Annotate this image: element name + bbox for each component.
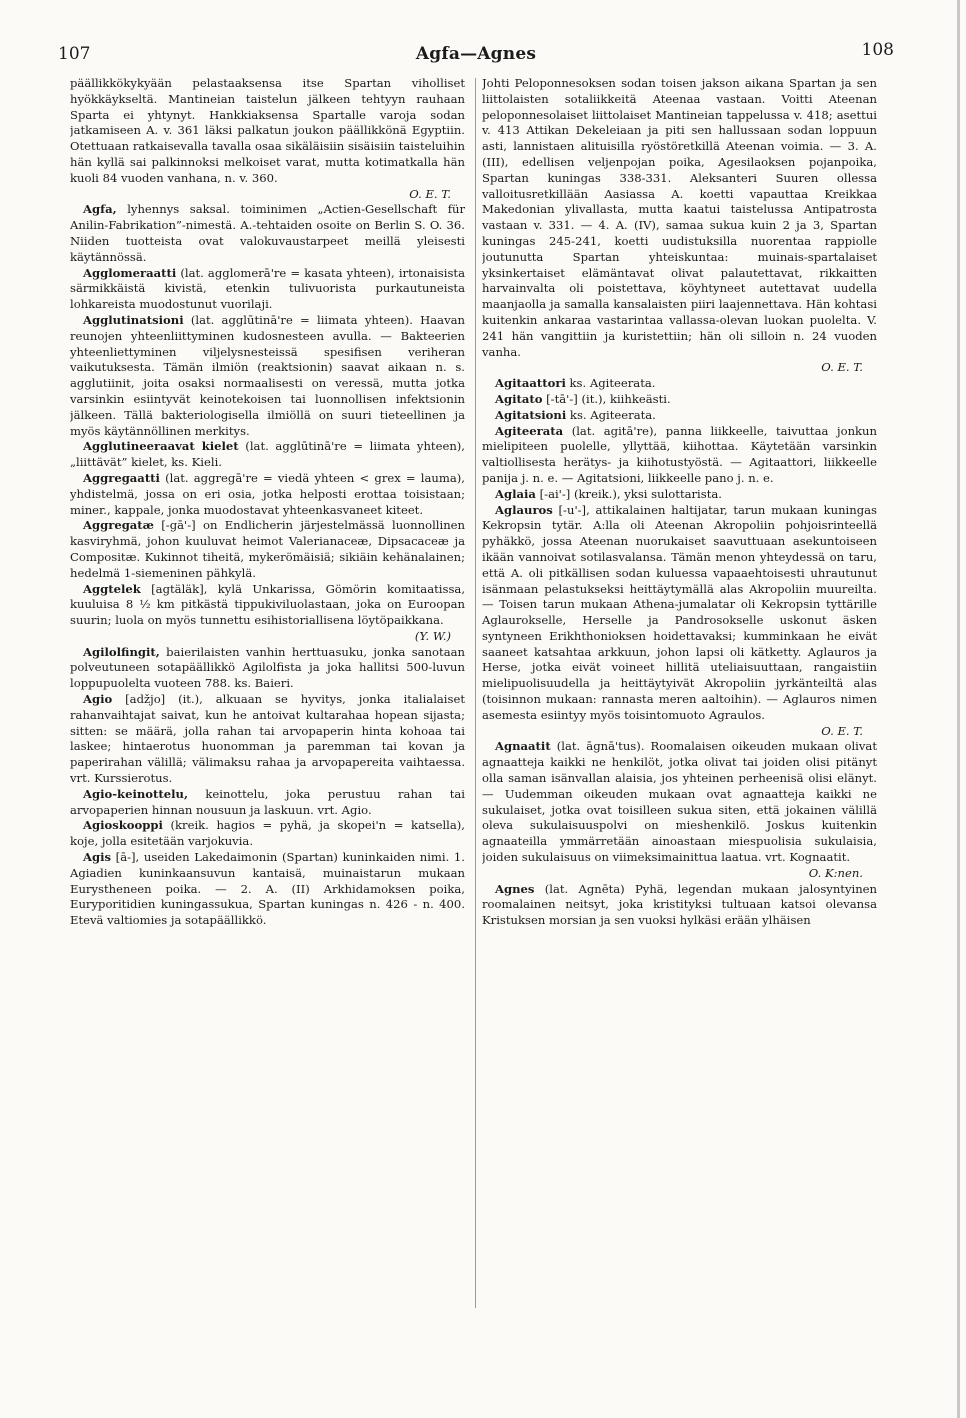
- dictionary-entry: [70, 439, 465, 471]
- entry-headword: Agfa,: [83, 202, 117, 217]
- dictionary-entry: [482, 376, 877, 392]
- dictionary-entry: [482, 487, 877, 503]
- entry-headword: Aggtelek: [83, 581, 141, 596]
- entry-body: [-u'-], attikalainen haltijatar, tarun mukaan kuningas Kekropsin tytär. A:lla oli Ateenan Akropoliin pohjoisrinteellä pyhäkkö, jossa Ateenan nuorukaiset saavuttuaan asekuntoiseen ikään vannoivat sotilasvalansa. Tämän menon yhteydessä on taru, että A. oli pitkällisen sodan kuluessa vapaaehtoisesti uhrautunut isänmaan pelastukseksi heittäytymällä alas Akropoliin muureilta. — Toisen tarun mukaan Athena-jumalatar oli Kekropsin tyttärille Aglaurokselle, Herselle ja Pandrosokselle uskonut äsken syntyneen Erikhthonioksen hoidettavaksi; kumminkaan he eivät saaneet katsahtaa arkkuun, johon lapsi oli kätketty. Aglauros ja Herse, jotka eivät voineet hillitä uteliaisuuttaan, rangaistiin mielipuolisuudella ja heittäytyivät Akropoliin jyrkänteiltä alas (toisinnon mukaan: rannasta meren aaltoihin). — Aglauros nimen asemesta esiintyy myös toisintomuoto Agraulos.: [482, 502, 877, 722]
- entry-body: (lat. agglūtinā're = liimata yhteen). Haavan reunojen yhteenliittyminen kudosnesteen avulla. — Bakteerien yhteenliettyminen viljelysnesteissä spesifisen veriheran vaikutuksesta. Tämän ilmiön (reaktsionin) saavat aikaan n. s. agglutiinit, joita osaksi normaalisesti on veressä, mutta jotka varsinkin esiintyvät keinotekoisen tai luonnollisen infektsionin jälkeen. Tällä bakteriologisella ilmiöllä on suuri tieteellinen ja myös käytännöllinen merkitys.: [70, 312, 465, 438]
- entry-headword: Agis: [83, 850, 112, 865]
- dictionary-entry: [70, 202, 465, 265]
- author-signature: O. E. T.: [821, 360, 863, 375]
- author-signature: O. E. T.: [409, 186, 451, 201]
- dictionary-entry: [70, 787, 465, 819]
- entry-headword: Aggregaatti: [83, 470, 160, 485]
- entry-headword: Agglutinatsioni: [83, 312, 184, 327]
- entry-headword: Agiteerata: [495, 423, 564, 438]
- entry-headword: Agglutineeraavat kielet: [83, 439, 239, 454]
- entry-headword: Agitatsioni: [495, 407, 567, 422]
- entry-body: ks. Agiteerata.: [565, 376, 656, 391]
- entry-body: [adžjo] (it.), alkuaan se hyvitys, jonka italialaiset rahanvaihtajat saivat, kun he antoivat kultarahaa hopean sijasta; sitten: se määrä, jolla rahan tai arvopaperin hinta kohoaa tai laskee; hintaerotus huonomman ja paremman tai kovan ja paperirahan välillä; välimaksu rahaa ja arvopapereita vaihtaessa. vrt. Kurssierotus.: [70, 692, 465, 786]
- dictionary-entry: [70, 850, 465, 929]
- entry-headword: Agnaatit: [495, 739, 551, 754]
- dictionary-entry: [482, 739, 877, 865]
- entry-body: (lat. agitā're), panna liikkeelle, taivuttaa jonkun mielipiteen puolelle, yllyttää, kiihottaa. Käytetään varsinkin valtiollisesta herätys- ja kiihotustyöstä. — Agitaattori, liikkeelle panija j. n. e. — Agitatsioni, liikkeelle pano j. n. e.: [482, 423, 877, 485]
- entry-body: (lat. aggregā're = viedä yhteen < grex = lauma), yhdistelmä, jossa on eri osia, jotka helposti erottaa toisistaan; miner., kappale, jonka muodostavat yhteenkasvaneet kiteet.: [70, 470, 465, 517]
- entry-headword: Agilolfingit,: [83, 644, 160, 659]
- entry-body: (lat. Agnēta) Pyhä, legendan mukaan jalosyntyinen roomalainen neitsyt, joka kristityksi tultuaan katsoi olevansa Kristuksen morsian ja sen vuoksi hylkäsi erään ylhäisen: [482, 881, 877, 928]
- dictionary-entry: [482, 392, 877, 408]
- running-head: Agfa—Agnes: [415, 44, 537, 64]
- entry-body: [ā-], useiden Lakedaimonin (Spartan) kuninkaiden nimi. 1. Agiadien kuninkaansuvun kantaisä, muinaistarun mukaan Eurystheneen poika. — 2. A. (II) Arkhidamoksen poika, Euryporitidien kuningassukua, Spartan kuningas n. 426 - n. 400. Etevä valtiomies ja sotapäällikkö.: [70, 850, 465, 928]
- entry-body: (kreik. hagios = pyhä, ja skopei'n = katsella), koje, jolla esitetään varjokuvia.: [70, 818, 465, 849]
- dictionary-entry: [70, 313, 465, 439]
- dictionary-entry: [482, 503, 877, 724]
- dictionary-entry: [70, 645, 465, 692]
- entry-body: (lat. agglomerā're = kasata yhteen), irtonaisista särmikkäistä kivistä, etenkin tulivuorista purkautuneista lohkareista muodostunut vuorilaji.: [70, 265, 465, 312]
- author-signature: (Y. W.): [414, 628, 451, 643]
- entry-headword: Aggregatæ: [83, 518, 154, 533]
- entry-body: (lat. āgnā'tus). Roomalaisen oikeuden mukaan olivat agnaatteja kaikki ne henkilöt, jotka olivat tai joiden olisi pitänyt olla saman isänvallan alaisia, jos yhteinen perheenisä olisi elänyt. — Uudemman oikeuden mukaan ovat agnaatteja kaikki ne sukulaiset, jotka ovat toisilleen sukua siten, että jokainen välillä oleva sukulaisuuspolvi on mieshenkilö. Joskus kuitenkin agnaateilla ymmärretään ainoastaan miespuolisia sukulaisia, joiden sukulaisuus on viimeksimainittua laatua. vrt. Kognaatit.: [482, 739, 877, 865]
- dictionary-entry: [70, 692, 465, 787]
- page-header: [58, 36, 894, 70]
- entry-headword: Agio: [83, 692, 113, 707]
- entry-headword: Agio-keinottelu,: [83, 786, 188, 801]
- author-signature: O. K:nen.: [808, 865, 863, 880]
- page-number-right: 108: [861, 40, 894, 60]
- dictionary-entry: [482, 882, 877, 929]
- dictionary-entry: [482, 424, 877, 487]
- page-number-left: 107: [58, 44, 91, 64]
- entry-headword: Aglauros: [495, 502, 553, 517]
- entry-body: [agtäläk], kylä Unkarissa, Gömörin komitaatissa, kuuluisa 8 ½ km pitkästä tippukiviluolastaan, joka on Euroopan suurin; luola on myös tunnettu esihistoriallisena löytöpaikkana.: [70, 581, 465, 628]
- entry-headword: Agitaattori: [495, 376, 566, 391]
- dictionary-entry: [482, 408, 877, 424]
- entry-continuation: Johti Peloponnesoksen sodan toisen jakson aikana Spartan ja sen liittolaisten sotaliikkeitä Ateenaa vastaan. Voitti Ateenan peloponnesolaiset liittolaiset Mantineian tappelussa v. 418; asettui v. 413 Attikan Dekeleiaan ja piti sen hallussaan sodan loppuun asti, lannistaen alituisilla ryöstöretkillä Ateenan voimia. — 3. A. (III), edellisen veljenpojan poika, Agesilaoksen pojanpoika, Spartan kuningas 338-331. Aleksanteri Suuren ollessa valloitusretkillään Aasiassa A. koetti vapauttaa Kreikkaa Makedonian ylivallasta, mutta kaatui taistelussa Antipatrosta vastaan v. 331. — 4. A. (IV), samaa sukua kuin 2 ja 3, Spartan kuningas 245-241, koetti uudistuksilla nuorentaa rappiolle joutunutta Spartan yhteiskuntaa: muinais-spartalaiset yksinkertaiset elämäntavat olivat palautettavat, rikkaitten harvainvalta oli poistettava, köyhtyneet autettavat uudella maanjaolla ja samalla kansalaisten piiri laajennettava. Hän kohtasi kuitenkin ankaraa vastarintaa vallassa-olevan luokan puolelta. V. 241 hän vangittiin ja kuristettiin; hän oli silloin n. 24 vuoden vanha.: [482, 76, 877, 359]
- author-signature: O. E. T.: [821, 723, 863, 738]
- dictionary-entry: [70, 471, 465, 518]
- entry-continuation: päällikkökykyään pelastaaksensa itse Spartan viholliset hyökkäykseltä. Mantineian taistelun jälkeen tehtyyn rauhaan Sparta ei yhtynyt. Hankkiaksensa Spartalle varoja sodan jatkamiseen A. v. 361 läksi palkatun joukon päällikkönä Egyptiin. Otettuaan ratkaisevalla tavalla osaa sikäläisiin sisäisiin taisteluihin hän kyllä sai palkinnoksi melkoiset varat, mutta kotimatkalla hän kuoli 84 vuoden vanhana, n. v. 360.: [70, 76, 465, 185]
- entry-body: (lat. agglūtinā're = liimata yhteen), „liittävät” kielet, ks. Kieli.: [70, 439, 465, 470]
- entry-body: lyhennys saksal. toiminimen „Actien-Gesellschaft für Anilin-Fabrikation”-nimestä. A.-tehtaiden osoite on Berlin S. O. 36. Niiden tuotteista ovat valokuvaustarpeet meillä yleisesti käytännössä.: [70, 202, 465, 264]
- entry-body: [-ai'-] (kreik.), yksi sulottarista.: [535, 486, 722, 501]
- dictionary-entry: [70, 518, 465, 581]
- entry-body: keinottelu, joka perustuu rahan tai arvopaperien hinnan nousuun ja laskuun. vrt. Agio.: [70, 786, 465, 817]
- entry-body: [-gā'-] on Endlicherin järjestelmässä luonnollinen kasviryhmä, johon kuuluvat heimot Valerianaceæ, Dipsacaceæ ja Compositæ. Kukinnot tiheitä, mykerömäisiä; sikiäin kehänalainen; hedelmä 1-siemeninen pähkylä.: [70, 518, 465, 580]
- column-divider: [475, 78, 476, 1308]
- entry-body: ks. Agiteerata.: [566, 407, 656, 422]
- scan-edge: [957, 0, 960, 1418]
- right-column: [482, 76, 877, 1406]
- dictionary-entry: [70, 582, 465, 629]
- entry-headword: Agnes: [495, 881, 535, 896]
- entry-body: baierilaisten vanhin herttuasuku, jonka sanotaan polveutuneen sotapäällikkö Agilolfista ja joka hallitsi 500-luvun loppupuolelta vuoteen 788. ks. Baieri.: [70, 644, 465, 691]
- dictionary-entry: [70, 818, 465, 850]
- entry-headword: Aglaia: [495, 486, 536, 501]
- left-column: [70, 76, 465, 1406]
- entry-body: [-tā'-] (it.), kiihkeästi.: [542, 391, 671, 406]
- dictionary-entry: [70, 266, 465, 313]
- entry-headword: Agioskooppi: [83, 818, 163, 833]
- entry-headword: Agitato: [495, 391, 543, 406]
- entry-headword: Agglomeraatti: [83, 265, 177, 280]
